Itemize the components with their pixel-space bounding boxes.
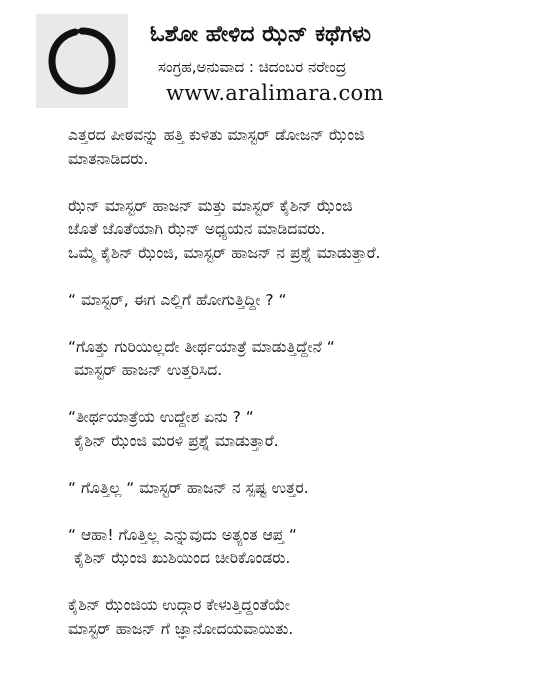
logo (36, 14, 128, 108)
paragraph-2 (68, 195, 538, 266)
website-link[interactable]: www.aralimara.com (166, 81, 384, 105)
text-line: ಜೊತೆ ಜೊತೆಯಾಗಿ ಝೆನ್ ಅಧ್ಯಯನ ಮಾಡಿದವರು. (68, 220, 326, 238)
text-line: ಕೈಶಿನ್ ಝೆಂಜಿಯ ಉದ್ಗಾರ ಕೇಳುತ್ತಿದ್ದಂತೆಯೇ (68, 596, 290, 614)
text-line: ಮಾಸ್ಟರ್ ಹಾಜನ್ ಗೆ ಜ್ಞಾನೋದಯವಾಯಿತು. (68, 619, 294, 638)
text-line: ಝೆನ್ ಮಾಸ್ಟರ್ ಹಾಜನ್ ಮತ್ತು ಮಾಸ್ಟರ್ ಕೈಶಿನ್ ಝೆಂಜಿ (68, 196, 353, 215)
text-line: ಕೈಶಿನ್ ಝೆಂಜಿ ಖುಶಿಯಿಂದ ಚೀರಿಕೊಂಡರು. (74, 549, 291, 567)
paragraph-3 (68, 289, 538, 313)
subtitle: ಸಂಗ್ರಹ,ಅನುವಾದ : ಚಿದಂಬರ ನರೇಂದ್ರ (158, 58, 347, 76)
text-line: ಮಾತನಾಡಿದರು. (68, 149, 149, 168)
text-line: “ತೀರ್ಥಯಾತ್ರೆಯ ಉದ್ದೇಶ ಏನು ? “ (68, 408, 254, 426)
paragraph-7 (68, 524, 538, 571)
paragraph-5 (68, 406, 538, 453)
story-text (68, 124, 538, 665)
enso-circle-icon (42, 21, 122, 101)
text-line: ಎತ್ತರದ ಪೀಠವನ್ನು ಹತ್ತಿ ಕುಳಿತು ಮಾಸ್ಟರ್ ಡೋಜನ್ ಝೆಂಜಿ (68, 126, 365, 144)
text-line: ಒಮ್ಮೆ ಕೈಶಿನ್ ಝೆಂಜಿ, ಮಾಸ್ಟರ್ ಹಾಜನ್ ನ ಪ್ರಶ್ನೆ ಮಾಡುತ್ತಾರೆ. (68, 243, 381, 262)
text-line: “ ಆಹಾ! ಗೊತ್ತಿಲ್ಲ ಎನ್ನುವುದು ಅತ್ಯಂತ ಆಪ್ತ “ (68, 525, 297, 544)
text-line: “ ಗೊತ್ತಿಲ್ಲ “ ಮಾಸ್ಟರ್ ಹಾಜನ್ ನ ಸ್ಪಷ್ಟ ಉತ್ತರ. (68, 478, 309, 497)
paragraph-6 (68, 477, 538, 501)
text-line: “ಗೊತ್ತು ಗುರಿಯಿಲ್ಲದೇ ತೀರ್ಥಯಾತ್ರೆ ಮಾಡುತ್ತಿದ್ದೇನೆ “ (68, 337, 335, 356)
text-line: ಮಾಸ್ಟರ್ ಹಾಜನ್ ಉತ್ತರಿಸಿದ. (74, 361, 223, 379)
paragraph-8 (68, 594, 538, 641)
text-line: “ ಮಾಸ್ಟರ್, ಈಗ ಎಲ್ಲಿಗೆ ಹೋಗುತ್ತಿದ್ದೀ ? “ (68, 290, 287, 309)
text-line: ಕೈಶಿನ್ ಝೆಂಜಿ ಮರಳಿ ಪ್ರಶ್ನೆ ಮಾಡುತ್ತಾರೆ. (74, 431, 279, 450)
paragraph-4 (68, 336, 538, 383)
header (0, 0, 560, 112)
page-title: ಓಶೋ ಹೇಳಿದ ಝೆನ್ ಕಥೆಗಳು (150, 22, 371, 47)
paragraph-1 (68, 124, 538, 171)
